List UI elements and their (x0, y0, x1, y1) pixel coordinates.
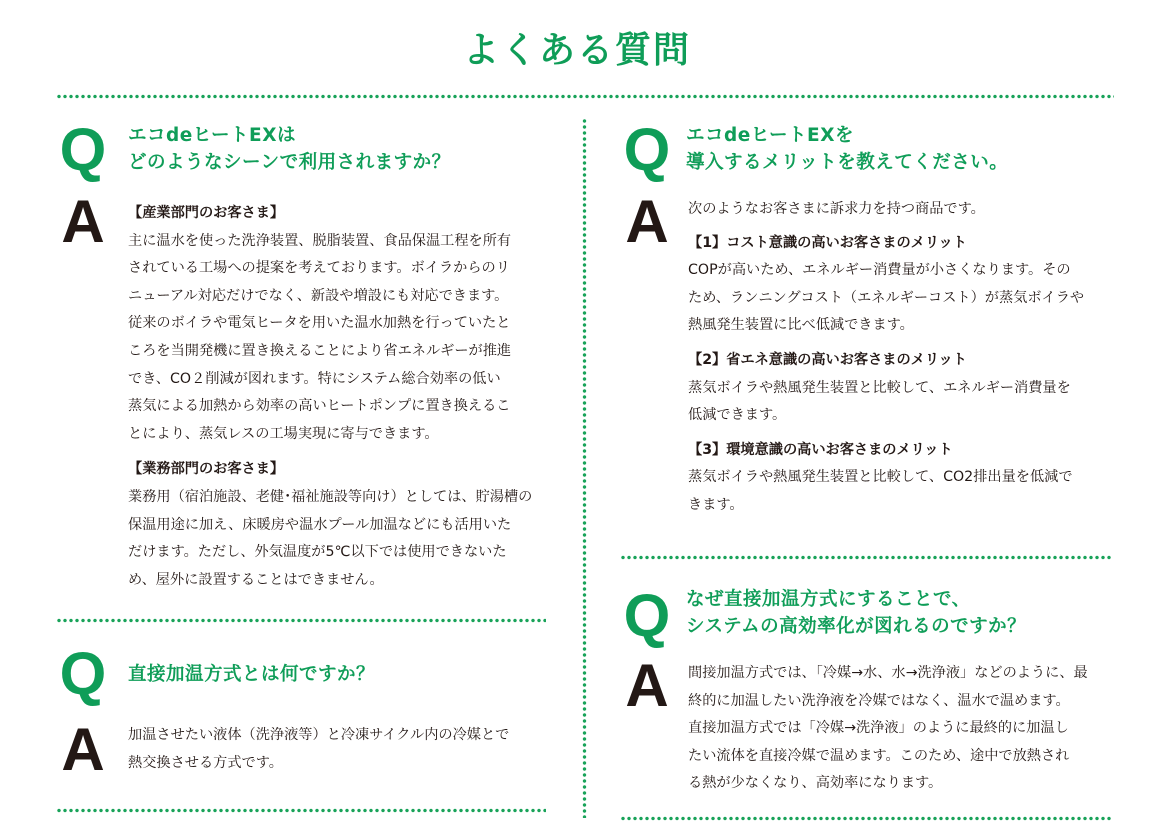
answer-line: でき、CO２削減が図れます。特にシステム総合効率の低い (128, 370, 501, 387)
answer-text (688, 196, 1084, 520)
answer-line: 直接加温方式では「冷媒→洗浄液」のように最終的に加温し (688, 720, 1069, 737)
answer-line: 加温させたい液体（洗浄液等）と冷凍サイクル内の冷媒とで (128, 727, 510, 743)
answer-line: きます。 (688, 496, 744, 513)
answer-text (128, 200, 532, 594)
section-heading: 【産業部門のお客さま】 (128, 205, 285, 221)
answer-marker: A (625, 652, 669, 719)
answer-marker: A (625, 188, 669, 255)
answer-line: 主に温水を使った洗浄装置、脱脂装置、食品保温工程を所有 (128, 232, 512, 249)
answer-line: 熱交換させる方式です。 (128, 754, 283, 771)
answer-line: COPが高いため、エネルギー消費量が小さくなります。その (688, 262, 1071, 279)
answer-line: 蒸気ボイラや熱風発生装置と比較して、エネルギー消費量を (688, 379, 1071, 396)
answer-line: 低減できます。 (688, 407, 787, 424)
right-divider-2 (620, 816, 1112, 821)
question-text (686, 122, 1008, 176)
right-divider-1 (620, 555, 1112, 560)
answer-marker: A (61, 716, 105, 783)
question-line: 直接加温方式とは何ですか？ (128, 664, 376, 685)
question-marker: Q (59, 640, 107, 707)
answer-line: 保温用途に加え、床暖房や温水プール加温などにも活用いた (128, 516, 512, 533)
answer-text (688, 660, 1088, 798)
section-heading: 【業務部門のお客さま】 (128, 461, 285, 478)
section-heading: 【2】省エネ意識の高いお客さまのメリット (688, 351, 967, 368)
answer-line: 終的に加温したい洗浄液を冷媒ではなく、温水で温めます。 (688, 692, 1070, 709)
answer-line: 熱風発生装置に比べ低減できます。 (688, 317, 914, 334)
answer-line: されている工場への提案を考えております。ボイラからのリ (128, 260, 510, 277)
answer-line: ころを当開発機に置き換えることにより省エネルギーが推進 (128, 342, 512, 359)
question-marker: Q (623, 116, 671, 183)
page-title: よくある質問 (462, 30, 691, 71)
section-heading: 【1】コスト意識の高いお客さまのメリット (688, 234, 967, 251)
question-line: システムの高効率化が図れるのですか？ (686, 616, 1027, 637)
answer-line: 業務用（宿泊施設、老健･福祉施設等向け）としては、貯湯槽の (128, 488, 533, 505)
question-line: エコdeヒートEXを (686, 125, 854, 146)
question-text (128, 122, 451, 176)
answer-marker: A (61, 188, 105, 255)
title-divider (56, 94, 1114, 99)
section-heading: 【3】環境意識の高いお客さまのメリット (688, 441, 953, 458)
left-divider-1 (56, 618, 546, 623)
answer-line: たい流体を直接冷媒で温めます。このため、途中で放熱され (688, 747, 1070, 764)
column-divider (582, 118, 587, 818)
question-line: どのようなシーンで利用されますか？ (128, 152, 451, 173)
answer-intro: 次のようなお客さまに訴求力を持つ商品です。 (688, 201, 985, 217)
question-line: なぜ直接加温方式にすることで、 (686, 589, 971, 610)
answer-line: 間接加温方式では、「冷媒→水、水→洗浄液」などのように、最 (688, 665, 1088, 681)
answer-line: 蒸気による加熱から効率の高いヒートポンプに置き換えるこ (128, 398, 511, 415)
answer-text (128, 722, 509, 777)
answer-line: る熱が少なくなり、高効率になります。 (688, 775, 943, 792)
answer-line: ため、ランニングコスト（エネルギーコスト）が蒸気ボイラや (688, 289, 1085, 306)
question-line: 導入するメリットを教えてください。 (686, 152, 1009, 173)
answer-line: だけます。ただし、外気温度が5℃以下では使用できないた (128, 544, 507, 561)
answer-line: とにより、蒸気レスの工場実現に寄与できます。 (128, 425, 439, 442)
question-text (128, 661, 375, 688)
question-line: エコdeヒートEXは (128, 125, 296, 146)
question-marker: Q (623, 582, 671, 649)
answer-line: 従来のボイラや電気ヒータを用いた温水加熱を行っていたと (128, 315, 511, 332)
question-marker: Q (59, 116, 107, 183)
answer-line: ニューアル対応だけでなく、新設や増設にも対応できます。 (128, 287, 509, 304)
answer-line: 蒸気ボイラや熱風発生装置と比較して、CO2排出量を低減で (688, 469, 1073, 486)
answer-line: め、屋外に設置することはできません。 (128, 571, 384, 588)
left-divider-2 (56, 808, 546, 813)
question-text (686, 586, 1026, 640)
